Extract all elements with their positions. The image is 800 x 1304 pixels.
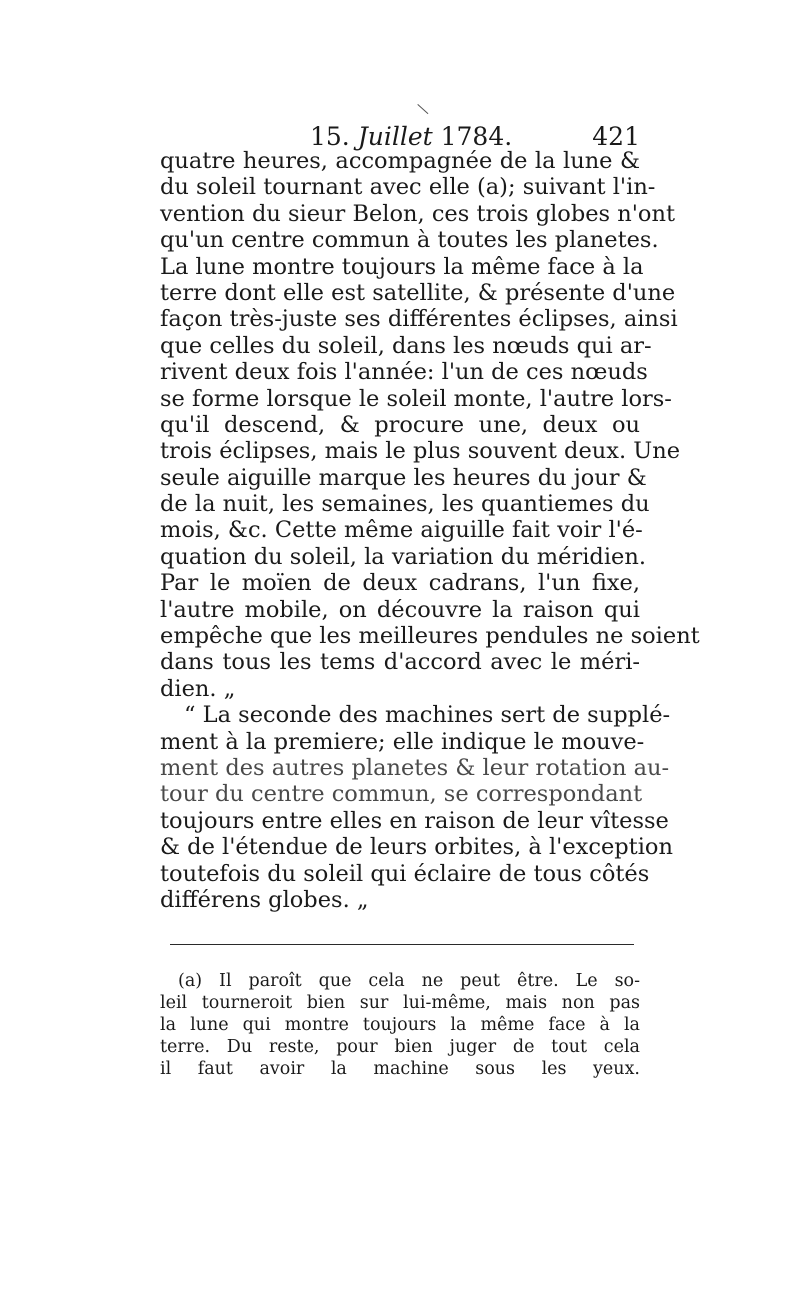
- text-line: différens globes. „: [160, 886, 369, 913]
- running-head-year: 1784.: [440, 122, 513, 151]
- text-line: dans tous les tems d'accord avec le méri-: [160, 649, 640, 676]
- footnote-line: leil tourneroit bien sur lui-même, mais non pas: [160, 993, 640, 1013]
- text-line: Par le moïen de deux cadrans, l'un fixe,: [160, 570, 640, 597]
- footnote-line: il faut avoir la machine sous les yeux.: [160, 1059, 640, 1079]
- text-line: que celles du soleil, dans les nœuds qui ar-: [160, 332, 652, 359]
- footnote-rule: [170, 944, 634, 945]
- page-number: 421: [592, 122, 640, 151]
- text-line: se forme lorsque le soleil monte, l'autre lors-: [160, 385, 672, 412]
- running-head-month: Juillet: [357, 122, 433, 151]
- text-line: ment à la premiere; elle indique le mouve-: [160, 728, 645, 755]
- text-line: qu'un centre commun à toutes les planetes.: [160, 227, 659, 254]
- running-head-day: 15.: [310, 122, 350, 151]
- text-line: vention du sieur Belon, ces trois globes n'ont: [160, 200, 676, 227]
- body-text: [160, 148, 700, 913]
- text-line: seule aiguille marque les heures du jour &: [160, 464, 647, 491]
- text-line: ment des autres planetes & leur rotation au-: [160, 754, 670, 781]
- text-line: toutefois du soleil qui éclaire de tous côtés: [160, 860, 650, 887]
- text-line: mois, &c. Cette même aiguille fait voir l'é-: [160, 517, 643, 544]
- text-line: du soleil tournant avec elle (a); suivant l'in-: [160, 174, 656, 201]
- text-line: “ La seconde des machines sert de supplé-: [184, 702, 671, 729]
- text-line: quatre heures, accompagnée de la lune &: [160, 148, 640, 174]
- text-line: tour du centre commun, se correspondant: [160, 781, 643, 808]
- text-line: qu'il descend, & procure une, deux ou: [160, 411, 640, 438]
- text-line: toujours entre elles en raison de leur vîtesse: [160, 807, 669, 834]
- text-line: empêche que les meilleures pendules ne soient: [160, 623, 700, 650]
- text-line: de la nuit, les semaines, les quantiemes du: [160, 491, 650, 518]
- text-line: trois éclipses, mais le plus souvent deux. Une: [160, 438, 681, 465]
- text-line: façon très-juste ses différentes éclipses, ainsi: [160, 306, 678, 333]
- footnote-line: terre. Du reste, pour bien juger de tout cela: [160, 1037, 640, 1057]
- text-line: quation du soleil, la variation du méridien.: [160, 543, 646, 570]
- footnote-line: (a) Il paroît que cela ne peut être. Le so-: [178, 971, 640, 991]
- text-line: La lune montre toujours la même face à la: [160, 253, 644, 280]
- footnote-line: la lune qui montre toujours la même face à la: [160, 1015, 640, 1035]
- text-line: & de l'étendue de leurs orbites, à l'exception: [160, 834, 673, 861]
- text-line: l'autre mobile, on découvre la raison qui: [160, 596, 640, 623]
- footnote: [160, 970, 640, 1080]
- text-line: terre dont elle est satellite, & présente d'une: [160, 279, 676, 306]
- text-line: dien. „: [160, 675, 236, 702]
- text-line: rivent deux fois l'année: l'un de ces nœuds: [160, 359, 648, 386]
